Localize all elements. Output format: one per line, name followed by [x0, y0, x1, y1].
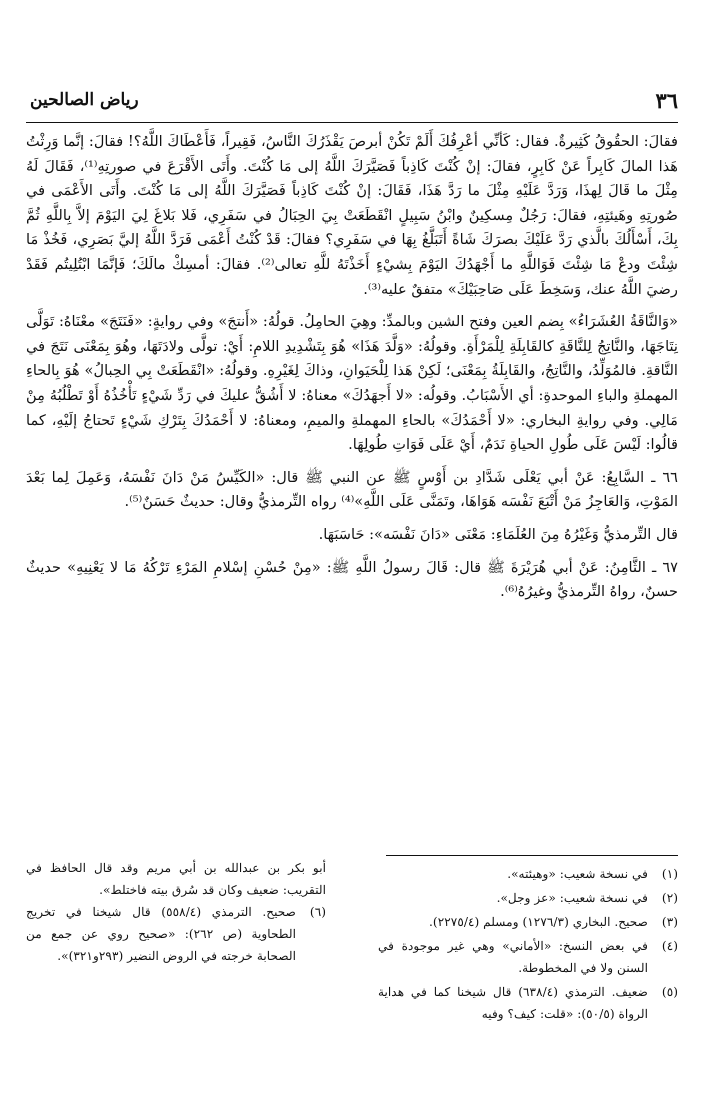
footnote-number: (٣): [661, 915, 678, 929]
footnote-text: صحيح. البخاري (١٢٧٦/٣) ومسلم (٢٢٧٥/٤).: [429, 915, 648, 929]
footnotes-right-column: [378, 863, 678, 1027]
footnote-item: [26, 901, 326, 967]
footnote-text: ضعيف. الترمذي (٦٣٨/٤) قال شيخنا كما في هداية الرواة (٥٠/٥): «قلت: كيف؟ وفيه: [378, 985, 648, 1021]
paragraph-explanation: «وَالنَّاقَةُ العُشَرَاءُ» بِضم العين وفتح الشين وبالمدِّ: وهِيَ الحامِلُ. قولُهُ: «أَنتجَ» وفي روايةٍ: «فَنَتَجَ» معْنَاهُ: تَوَلَّى نِتَاجَهَا، والنَّاتِجُ لِلنَّاقَةِ كالقَابِلَةِ لِلْمَرْأَةِ. وقولُهُ: «وَلَّدَ هَذَا» هُوَ بِتَشْدِيدِ اللامِ: أَيْ: تولَّى ولادَتَهَا، وهُوَ بِمَعْنَى نَتَجَ في النَّاقةِ. فالمُوَلِّدُ، والنَّاتِجُ، والقَابِلَةُ بِمَعْنَى؛ لَكِنْ هَذا لِلْحَيَوانِ، وذاكَ لِغَيْرِهِ. وقولُهُ: «انْقَطَعَتْ بِي الحِبالُ» هُوَ بِالحاءِ المهملةِ والباءِ الموحدةِ: أي الأَسْبَابُ. وقولُه: «لا أَجهَدُكَ» معناهُ: لا أَشُقُّ عليكَ في رَدِّ شَيْءٍ تَأْخُذُهُ أَوْ تَطْلُبُهُ مِنْ مَالِي. وفي روايةِ البخاري: «لا أَحْمَدُكَ» بالحاءِ المهملةِ والميمِ، ومعناهُ: لا أَحْمَدُكَ بِتَرْكِ شَيْءٍ تَحتاجُ إلَيْهِ، كما قالُوا: لَيْسَ عَلَى طُولِ الحياةِ نَدَمٌ، أَيْ عَلَى فَوَاتِ طُولِهَا.: [26, 313, 678, 454]
footnote-text: في نسخة شعيب: «وهيئته».: [507, 867, 648, 881]
footnote-item: [378, 935, 678, 979]
footnote-item: [378, 981, 678, 1025]
paragraph-hadith-66: ٦٦ ـ السَّابِعُ: عَنْ أبي يَعْلَى شَدَّادِ بن أَوْسٍ ﷺ عن النبي ﷺ قال: «الكَيِّسُ مَنْ دَانَ نَفْسَهُ، وَعَمِلَ لِما بَعْدَ المَوْتِ، وَالعَاجِزُ مَنْ أَتْبَعَ نَفْسَه هَوَاهَا، وتَمَنَّى عَلَى اللَّهِ»⁽⁴⁾ رواه التِّرمذيُّ وقال: حديثٌ حَسَنٌ⁽⁵⁾.: [26, 468, 678, 511]
paragraph-tirmidhi-note: قال التِّرمذيُّ وَغَيْرُهُ مِنَ العُلَمَاءِ: مَعْنَى «دَانَ نَفْسَه»: حَاسَبَهَا.: [318, 525, 678, 543]
page-number: ٣٦: [655, 88, 678, 113]
footnote-item: [378, 863, 678, 885]
footnote-number: (٦): [309, 905, 326, 919]
paragraph-hadith-67: ٦٧ ـ الثَّامِنُ: عَنْ أبي هُرَيْرَةَ ﷺ قال: قَالَ رسولُ اللَّهِ ﷺ: «مِنْ حُسْنِ إسْلامِ المَرْءِ تَرْكُهُ مَا لا يَعْنِيهِ» حديثٌ حسنٌ، رواهُ التِّرمذيُّ وغيرُهُ⁽⁶⁾.: [26, 558, 678, 601]
footnote-text: في نسخة شعيب: «عز وجل».: [496, 891, 648, 905]
footnote-item: [378, 911, 678, 933]
footnote-divider: [386, 855, 678, 856]
footnote-number: (١): [661, 867, 678, 881]
footnote-number: (٢): [661, 891, 678, 905]
footnote-text: صحيح. الترمذي (٥٥٨/٤) قال شيخنا في تخريج الطحاوية (ص ٢٦٢): «صحيح روي عن جمع من الصحابة خرجته في الروض النضير (٢٩٣و٣٢١)».: [26, 905, 296, 963]
footnote-item: [378, 887, 678, 909]
main-text: [26, 130, 678, 605]
footnote-number: (٤): [661, 939, 678, 953]
paragraph-hadith-continuation: فقالَ: الحقُوقُ كَثِيرةٌ. فقال: كَأنِّي أعْرِفُكَ أَلَمْ تَكُنْ أبرصَ يَقْذَرُكَ النَّاسُ، فَقِيراً، فَأَعْطَاكَ اللَّهُ؟! فقالَ: إنَّما وَرِثْتُ هَذا المالَ كَابِراً عَنْ كَابِرٍ، فقالَ: إنْ كُنْتَ كَاذِباً فَصَيَّرَكَ اللَّهُ إلى مَا كُنْتَ. وأَتَى الأَقْرَعَ في صورتِهِ⁽¹⁾، فَقَالَ لَهُ مِثْلَ ما قَالَ لِهذَا، وَرَدَّ عَلَيْهِ مِثْلَ ما رَدَّ هَذَا، فَقَالَ: إنْ كُنْتَ كَاذِباً فَصَيَّرَكَ اللَّهُ إلى مَا كُنْتَ. وأَتَى الأَعْمَى في صُورتِهِ وهَيئتِهِ، فقالَ: رَجُلٌ مِسكِينٌ وابْنُ سَبِيلٍ انْقَطَعَتْ بِيَ الحِبَالُ في سَفَرِي، فَلا بَلاغَ لِيَ اليَوْمَ إلاَّ بِاللَّهِ ثُمَّ بِكَ، أَسْأَلُكَ بالَّذي رَدَّ عَلَيْكَ بصرَكَ شَاةً أَتَبَلَّغُ بِهَا في سَفَرِي؟ فقالَ: قَدْ كُنْتُ أَعْمَى فَرَدَّ اللَّهُ إليَّ بَصَرِي، فَخُذْ مَا شِئْتَ ودعْ مَا شِئْتَ فَوَاللَّهِ ما أَجْهَدُكَ اليَوْمَ بِشيْءٍ أَخَذْتَهُ للَّهِ تعالى⁽²⁾. فقالَ: أمسِكْ مالَكَ؛ فَإنَّمَا ابْتُلِيتُم فَقَدْ رضيَ اللَّهُ عنك، وَسَخِطَ عَلَى صَاحِبَيْكَ» متفقٌ عليه⁽³⁾.: [26, 133, 679, 298]
book-title: رياض الصالحين: [30, 90, 139, 110]
page-header: [26, 88, 678, 123]
footnote-continuation: أبو بكر بن عبدالله بن أبي مريم وقد قال الحافظ في التقريب: ضعيف وكان قد سُرق بيته فاختلط».: [26, 861, 326, 897]
footnote-text: في بعض النسخ: «الأماني» وهي غير موجودة في السنن ولا في المخطوطة.: [378, 939, 648, 975]
footnote-number: (٥): [661, 985, 678, 999]
footnotes-left-column: [26, 857, 326, 969]
footnotes: [26, 855, 678, 1095]
